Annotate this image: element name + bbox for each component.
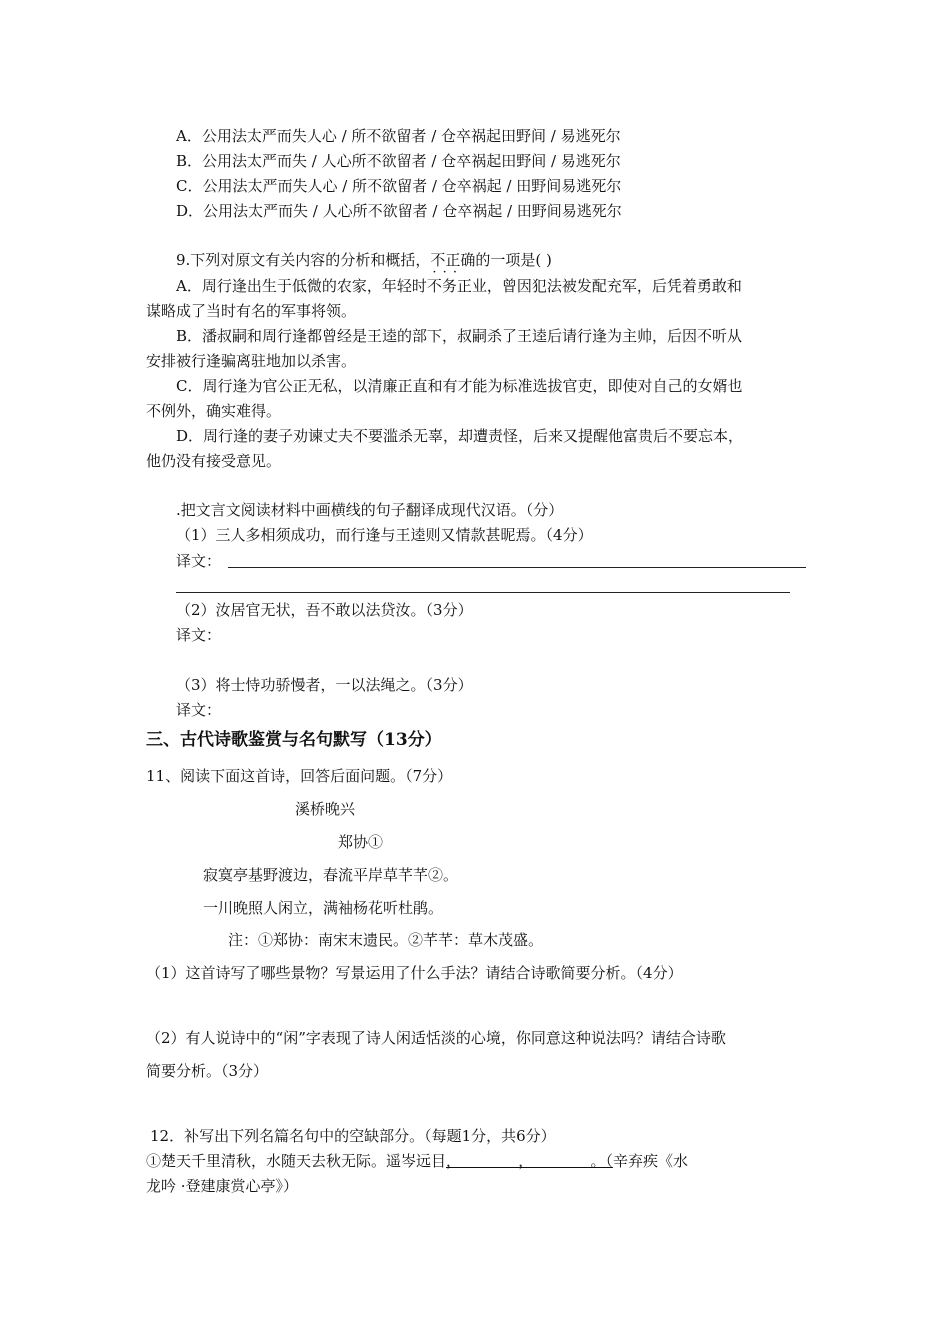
answer-line[interactable] xyxy=(228,567,806,568)
q8-option-d: D．公用法太严而失 / 人心所不欲留者 / 仓卒祸起 / 田野间易逃死尔 xyxy=(176,202,622,220)
q10-translation-label-1: 译文： xyxy=(176,552,222,570)
q9-stem xyxy=(176,250,552,270)
poem-title: 溪桥晚兴 xyxy=(295,800,356,818)
q9-option-a-line2: 谋略成了当时有名的军事将领。 xyxy=(146,302,357,320)
q9-option-a-line1: A．周行逢出生于低微的农家，年轻时不务正业，曾因犯法被发配充军，后凭着勇敢和 xyxy=(176,277,742,295)
q10-sentence-2: （2）汝居官无状，吾不敢以法贷汝。（3分） xyxy=(176,601,473,619)
q12-item-1-source: 辛弃疾《水 xyxy=(612,1152,688,1170)
q8-option-a: A．公用法太严而失人心 / 所不欲留者 / 仓卒祸起田野间 / 易逃死尔 xyxy=(176,127,621,145)
answer-line[interactable] xyxy=(176,592,790,593)
q9-stem-emphasis: 不正确 · · · xyxy=(430,251,475,269)
q11-sub-1: （1）这首诗写了哪些景物？写景运用了什么手法？请结合诗歌简要分析。（4分） xyxy=(146,964,683,982)
q11-sub-2-line2: 简要分析。（3分） xyxy=(146,1062,269,1080)
fill-blank[interactable]: ， ， 。（ xyxy=(446,1152,613,1170)
q12-item-1 xyxy=(146,1151,688,1171)
q12-item-1-line2: 龙吟 ·登建康赏心亭》） xyxy=(146,1177,299,1195)
q9-stem-after: 的一项是( ) xyxy=(475,251,552,269)
q9-option-b-line2: 安排被行逢骗离驻地加以杀害。 xyxy=(146,352,357,370)
q9-stem-before: 9.下列对原文有关内容的分析和概括， xyxy=(176,251,431,269)
q9-option-c-line1: C．周行逢为官公正无私，以清廉正直和有才能为标准选拔官吏，即使对自己的女婿也 xyxy=(176,377,743,395)
q9-option-b-line1: B．潘叔嗣和周行逢都曾经是王逵的部下，叔嗣杀了王逵后请行逢为主帅，后因不听从 xyxy=(176,327,743,345)
poem-line-2: 一川晚照人闲立，满袖杨花听杜鹃。 xyxy=(203,899,444,917)
q10-sentence-1: （1）三人多相须成功，而行逢与王逵则又情款甚昵焉。（4分） xyxy=(176,526,593,544)
q8-option-c: C．公用法太严而失人心 / 所不欲留者 / 仓卒祸起 / 田野间易逃死尔 xyxy=(176,177,622,195)
q10-translation-label-2: 译文： xyxy=(176,626,222,644)
q9-option-d-line2: 他仍没有接受意见。 xyxy=(146,452,282,470)
q9-option-d-line1: D．周行逢的妻子劝谏丈夫不要滥杀无辜，却遭责怪，后来又提醒他富贵后不要忘本， xyxy=(176,427,744,445)
q11-stem: 11、阅读下面这首诗，回答后面问题。（7分） xyxy=(146,767,453,785)
q12-stem: 12．补写出下列名篇名句中的空缺部分。（每题1分，共6分） xyxy=(150,1127,556,1145)
q10-sentence-3: （3）将士恃功骄慢者，一以法绳之。（3分） xyxy=(176,676,473,694)
section-heading: 三、古代诗歌鉴赏与名句默写（13分） xyxy=(146,730,442,750)
poem-note: 注：①郑协：南宋末遗民。②芊芊：草木茂盛。 xyxy=(228,931,544,949)
q10-translation-label-3: 译文： xyxy=(176,701,222,719)
q12-item-1-text: ①楚天千里清秋，水随天去秋无际。遥岑远目 xyxy=(146,1152,447,1170)
q10-stem: .把文言文阅读材料中画横线的句子翻译成现代汉语。（分） xyxy=(176,501,564,519)
poem-line-1: 寂寞亭基野渡边，春流平岸草芊芊②。 xyxy=(203,866,459,884)
q8-option-b: B．公用法太严而失 / 人心所不欲留者 / 仓卒祸起田野间 / 易逃死尔 xyxy=(176,152,621,170)
poem-author: 郑协① xyxy=(338,833,384,851)
q9-option-c-line2: 不例外，确实难得。 xyxy=(146,402,282,420)
q11-sub-2-line1: （2）有人说诗中的“闲”字表现了诗人闲适恬淡的心境，你同意这种说法吗？请结合诗歌 xyxy=(146,1029,726,1047)
